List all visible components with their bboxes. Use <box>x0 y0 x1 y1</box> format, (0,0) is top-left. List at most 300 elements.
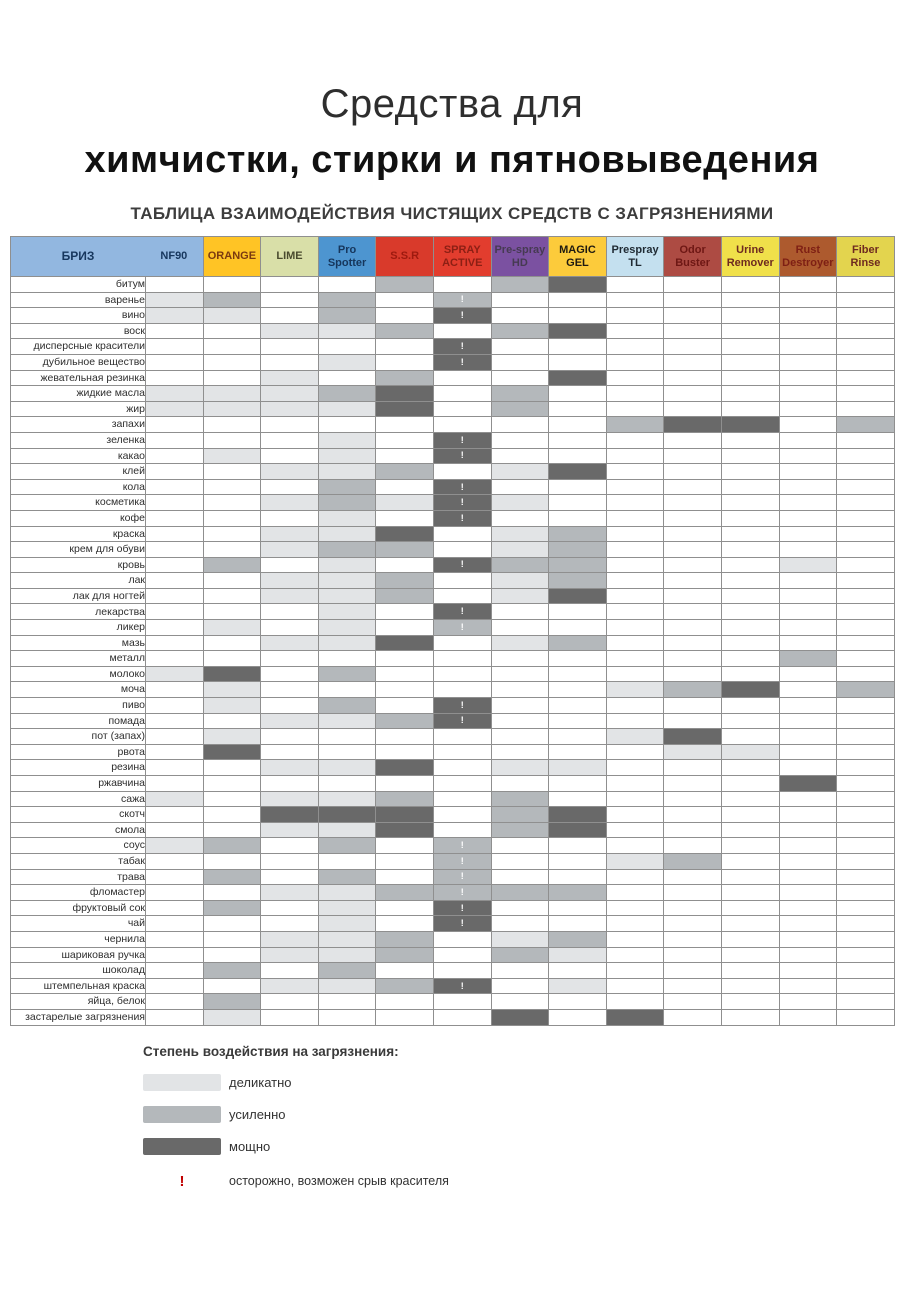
matrix-cell <box>433 994 491 1010</box>
matrix-cell <box>318 651 376 667</box>
matrix-cell <box>606 526 664 542</box>
matrix-cell <box>203 354 261 370</box>
matrix-cell <box>664 432 722 448</box>
matrix-cell <box>606 963 664 979</box>
table-row <box>11 744 895 760</box>
matrix-cell <box>376 885 434 901</box>
matrix-cell <box>433 354 491 370</box>
matrix-cell <box>318 526 376 542</box>
matrix-cell <box>721 838 779 854</box>
matrix-cell <box>606 604 664 620</box>
matrix-cell <box>261 417 319 433</box>
matrix-cell <box>721 401 779 417</box>
matrix-cell <box>549 308 607 324</box>
matrix-cell <box>376 635 434 651</box>
matrix-cell <box>779 729 837 745</box>
row-label: клей <box>11 464 146 480</box>
caution-exclamation-icon: ! <box>460 840 464 851</box>
row-label: ржавчина <box>11 776 146 792</box>
matrix-cell <box>261 963 319 979</box>
matrix-cell <box>549 853 607 869</box>
matrix-cell <box>261 386 319 402</box>
matrix-cell <box>664 822 722 838</box>
matrix-cell <box>664 339 722 355</box>
matrix-cell <box>606 277 664 293</box>
matrix-cell <box>779 900 837 916</box>
matrix-cell <box>146 682 204 698</box>
matrix-cell <box>261 526 319 542</box>
row-label: табак <box>11 853 146 869</box>
matrix-cell <box>491 885 549 901</box>
matrix-cell <box>376 479 434 495</box>
matrix-cell <box>779 292 837 308</box>
matrix-cell <box>203 542 261 558</box>
matrix-cell <box>491 557 549 573</box>
matrix-cell <box>491 963 549 979</box>
matrix-cell <box>549 807 607 823</box>
matrix-cell <box>779 432 837 448</box>
matrix-cell <box>433 604 491 620</box>
matrix-cell <box>837 495 895 511</box>
matrix-cell <box>261 495 319 511</box>
table-row <box>11 947 895 963</box>
matrix-cell <box>203 510 261 526</box>
matrix-cell <box>261 573 319 589</box>
column-header-7: MAGIC GEL <box>549 237 607 277</box>
matrix-cell <box>606 744 664 760</box>
matrix-cell <box>203 635 261 651</box>
column-header-brand <box>11 237 204 277</box>
matrix-cell <box>318 682 376 698</box>
matrix-cell <box>146 386 204 402</box>
caution-exclamation-icon: ! <box>460 855 464 866</box>
matrix-cell <box>376 464 434 480</box>
matrix-cell <box>837 978 895 994</box>
matrix-cell <box>376 900 434 916</box>
matrix-cell <box>491 916 549 932</box>
matrix-cell <box>549 542 607 558</box>
matrix-cell <box>318 620 376 636</box>
table-row <box>11 448 895 464</box>
matrix-cell <box>837 308 895 324</box>
matrix-cell <box>606 869 664 885</box>
matrix-cell <box>837 588 895 604</box>
matrix-cell <box>146 323 204 339</box>
row-label: пиво <box>11 698 146 714</box>
matrix-cell <box>203 838 261 854</box>
matrix-cell <box>318 978 376 994</box>
matrix-cell <box>837 729 895 745</box>
matrix-cell <box>491 807 549 823</box>
row-label: мазь <box>11 635 146 651</box>
matrix-cell <box>664 323 722 339</box>
matrix-cell <box>433 713 491 729</box>
caution-exclamation-icon: ! <box>460 356 464 367</box>
matrix-cell <box>606 339 664 355</box>
row-label: штемпельная краска <box>11 978 146 994</box>
matrix-cell <box>376 277 434 293</box>
matrix-cell <box>837 869 895 885</box>
matrix-header <box>11 237 895 277</box>
matrix-cell <box>606 651 664 667</box>
matrix-cell <box>721 495 779 511</box>
matrix-cell <box>491 401 549 417</box>
interaction-matrix <box>10 236 895 1026</box>
matrix-cell <box>491 339 549 355</box>
matrix-cell <box>146 947 204 963</box>
legend-label-enhanced: усиленно <box>229 1106 286 1122</box>
matrix-cell <box>261 947 319 963</box>
matrix-cell <box>376 869 434 885</box>
matrix-cell <box>261 292 319 308</box>
matrix-cell <box>318 666 376 682</box>
legend-item-enhanced <box>143 1106 904 1123</box>
matrix-cell <box>549 432 607 448</box>
matrix-cell <box>146 308 204 324</box>
matrix-cell <box>376 417 434 433</box>
legend-swatch-light <box>143 1074 221 1091</box>
matrix-cell <box>318 277 376 293</box>
matrix-cell <box>318 1009 376 1025</box>
matrix-cell <box>261 1009 319 1025</box>
table-row <box>11 604 895 620</box>
matrix-cell <box>664 713 722 729</box>
matrix-cell <box>433 978 491 994</box>
column-header-3: Pro Spotter <box>318 237 376 277</box>
matrix-cell <box>779 822 837 838</box>
matrix-cell <box>721 479 779 495</box>
matrix-cell <box>203 698 261 714</box>
matrix-cell <box>146 510 204 526</box>
row-label: краска <box>11 526 146 542</box>
matrix-cell <box>261 978 319 994</box>
matrix-cell <box>376 651 434 667</box>
matrix-cell <box>721 573 779 589</box>
matrix-cell <box>146 354 204 370</box>
matrix-cell <box>146 869 204 885</box>
matrix-cell <box>318 822 376 838</box>
matrix-cell <box>146 978 204 994</box>
matrix-cell <box>318 963 376 979</box>
matrix-cell <box>491 542 549 558</box>
matrix-cell <box>261 448 319 464</box>
matrix-cell <box>261 479 319 495</box>
matrix-cell <box>376 308 434 324</box>
matrix-cell <box>491 822 549 838</box>
matrix-cell <box>261 339 319 355</box>
matrix-cell <box>721 339 779 355</box>
matrix-cell <box>203 292 261 308</box>
matrix-cell <box>606 588 664 604</box>
matrix-cell <box>146 635 204 651</box>
matrix-cell <box>433 869 491 885</box>
matrix-cell <box>664 588 722 604</box>
matrix-cell <box>779 666 837 682</box>
row-label: дисперсные красители <box>11 339 146 355</box>
matrix-cell <box>491 604 549 620</box>
matrix-cell <box>318 744 376 760</box>
matrix-cell <box>491 853 549 869</box>
matrix-cell <box>779 931 837 947</box>
matrix-cell <box>779 994 837 1010</box>
caution-exclamation-icon: ! <box>460 621 464 632</box>
matrix-cell <box>433 526 491 542</box>
caution-exclamation-icon: ! <box>460 918 464 929</box>
matrix-cell <box>318 635 376 651</box>
matrix-cell <box>261 604 319 620</box>
matrix-cell <box>664 978 722 994</box>
matrix-cell <box>203 916 261 932</box>
matrix-cell <box>779 479 837 495</box>
matrix-cell <box>376 853 434 869</box>
matrix-cell <box>837 1009 895 1025</box>
matrix-cell <box>146 292 204 308</box>
table-row <box>11 698 895 714</box>
matrix-cell <box>433 760 491 776</box>
matrix-cell <box>376 698 434 714</box>
caution-exclamation-icon: ! <box>460 980 464 991</box>
matrix-cell <box>376 744 434 760</box>
matrix-cell <box>203 308 261 324</box>
matrix-cell <box>491 308 549 324</box>
legend-label-powerful: мощно <box>229 1138 271 1154</box>
matrix-cell <box>376 947 434 963</box>
matrix-cell <box>376 916 434 932</box>
matrix-cell <box>376 526 434 542</box>
table-row <box>11 776 895 792</box>
matrix-cell <box>606 698 664 714</box>
matrix-cell <box>203 947 261 963</box>
matrix-cell <box>664 464 722 480</box>
matrix-cell <box>549 620 607 636</box>
matrix-cell <box>146 401 204 417</box>
matrix-cell <box>837 807 895 823</box>
matrix-cell <box>146 666 204 682</box>
matrix-cell <box>721 557 779 573</box>
row-label: застарелые загрязнения <box>11 1009 146 1025</box>
table-row <box>11 495 895 511</box>
matrix-cell <box>606 853 664 869</box>
table-row <box>11 401 895 417</box>
matrix-cell <box>549 713 607 729</box>
row-label: смола <box>11 822 146 838</box>
matrix-cell <box>261 588 319 604</box>
matrix-cell <box>433 666 491 682</box>
matrix-cell <box>433 510 491 526</box>
matrix-cell <box>664 791 722 807</box>
matrix-cell <box>376 994 434 1010</box>
matrix-cell <box>433 963 491 979</box>
matrix-cell <box>491 635 549 651</box>
matrix-cell <box>376 838 434 854</box>
matrix-cell <box>203 978 261 994</box>
matrix-cell <box>146 339 204 355</box>
matrix-cell <box>491 869 549 885</box>
matrix-cell <box>779 604 837 620</box>
matrix-cell <box>318 807 376 823</box>
matrix-cell <box>376 401 434 417</box>
matrix-cell <box>203 417 261 433</box>
matrix-cell <box>549 479 607 495</box>
matrix-cell <box>318 994 376 1010</box>
row-label: металл <box>11 651 146 667</box>
matrix-cell <box>837 292 895 308</box>
matrix-cell <box>664 354 722 370</box>
matrix-cell <box>203 729 261 745</box>
matrix-cell <box>146 807 204 823</box>
caution-exclamation-icon: ! <box>460 715 464 726</box>
matrix-cell <box>837 370 895 386</box>
matrix-cell <box>203 1009 261 1025</box>
matrix-cell <box>318 947 376 963</box>
row-label: рвота <box>11 744 146 760</box>
matrix-cell <box>318 713 376 729</box>
matrix-cell <box>491 354 549 370</box>
matrix-cell <box>721 651 779 667</box>
matrix-cell <box>664 386 722 402</box>
matrix-cell <box>318 479 376 495</box>
table-row <box>11 666 895 682</box>
matrix-cell <box>549 963 607 979</box>
table-row <box>11 370 895 386</box>
matrix-cell <box>491 713 549 729</box>
row-label: скотч <box>11 807 146 823</box>
matrix-cell <box>664 1009 722 1025</box>
column-header-8: Prespray TL <box>606 237 664 277</box>
matrix-cell <box>433 370 491 386</box>
matrix-cell <box>146 604 204 620</box>
matrix-cell <box>779 885 837 901</box>
matrix-cell <box>779 635 837 651</box>
caution-exclamation-icon: ! <box>460 512 464 523</box>
caution-exclamation-icon: ! <box>460 450 464 461</box>
matrix-cell <box>779 807 837 823</box>
matrix-cell <box>721 323 779 339</box>
row-label: ликер <box>11 620 146 636</box>
matrix-cell <box>837 916 895 932</box>
table-row <box>11 308 895 324</box>
matrix-cell <box>376 292 434 308</box>
matrix-cell <box>491 947 549 963</box>
legend-swatch-dark <box>143 1138 221 1155</box>
matrix-cell <box>837 963 895 979</box>
matrix-cell <box>549 744 607 760</box>
matrix-cell <box>203 588 261 604</box>
matrix-cell <box>606 354 664 370</box>
row-label: запахи <box>11 417 146 433</box>
matrix-cell <box>433 776 491 792</box>
matrix-cell <box>433 277 491 293</box>
matrix-cell <box>779 323 837 339</box>
matrix-cell <box>549 651 607 667</box>
matrix-cell <box>837 464 895 480</box>
matrix-cell <box>721 277 779 293</box>
table-row <box>11 885 895 901</box>
matrix-cell <box>261 308 319 324</box>
matrix-cell <box>146 277 204 293</box>
matrix-cell <box>146 776 204 792</box>
matrix-cell <box>664 760 722 776</box>
row-label: косметика <box>11 495 146 511</box>
matrix-cell <box>376 557 434 573</box>
matrix-cell <box>433 916 491 932</box>
matrix-cell <box>433 885 491 901</box>
matrix-cell <box>376 604 434 620</box>
matrix-cell <box>549 526 607 542</box>
table-row <box>11 931 895 947</box>
caution-exclamation-icon: ! <box>460 886 464 897</box>
matrix-cell <box>721 729 779 745</box>
matrix-cell <box>491 588 549 604</box>
matrix-cell <box>146 822 204 838</box>
matrix-cell <box>261 744 319 760</box>
matrix-cell <box>779 760 837 776</box>
matrix-cell <box>203 620 261 636</box>
matrix-cell <box>721 916 779 932</box>
matrix-cell <box>318 604 376 620</box>
matrix-cell <box>664 308 722 324</box>
matrix-cell <box>606 807 664 823</box>
matrix-cell <box>376 386 434 402</box>
matrix-cell <box>433 495 491 511</box>
matrix-cell <box>549 386 607 402</box>
matrix-cell <box>261 542 319 558</box>
table-row <box>11 354 895 370</box>
matrix-cell <box>376 666 434 682</box>
matrix-cell <box>721 900 779 916</box>
matrix-cell <box>146 791 204 807</box>
matrix-cell <box>779 620 837 636</box>
matrix-cell <box>606 729 664 745</box>
matrix-cell <box>318 931 376 947</box>
matrix-cell <box>376 370 434 386</box>
matrix-cell <box>664 853 722 869</box>
matrix-cell <box>606 666 664 682</box>
matrix-cell <box>376 1009 434 1025</box>
matrix-cell <box>376 448 434 464</box>
matrix-cell <box>664 963 722 979</box>
matrix-cell <box>146 931 204 947</box>
matrix-cell <box>606 713 664 729</box>
matrix-cell <box>721 947 779 963</box>
table-row <box>11 542 895 558</box>
row-label: чай <box>11 916 146 932</box>
matrix-cell <box>318 432 376 448</box>
matrix-cell <box>203 900 261 916</box>
matrix-cell <box>376 822 434 838</box>
matrix-cell <box>779 448 837 464</box>
matrix-cell <box>376 978 434 994</box>
matrix-cell <box>491 994 549 1010</box>
table-row <box>11 1009 895 1025</box>
matrix-cell <box>779 978 837 994</box>
matrix-cell <box>433 698 491 714</box>
matrix-cell <box>837 557 895 573</box>
matrix-cell <box>721 822 779 838</box>
matrix-cell <box>664 604 722 620</box>
matrix-cell <box>261 464 319 480</box>
row-label: фруктовый сок <box>11 900 146 916</box>
matrix-cell <box>261 869 319 885</box>
caution-exclamation-icon: ! <box>460 699 464 710</box>
matrix-cell <box>606 822 664 838</box>
matrix-cell <box>491 978 549 994</box>
caution-exclamation-icon: ! <box>460 559 464 570</box>
matrix-cell <box>261 729 319 745</box>
matrix-cell <box>837 323 895 339</box>
matrix-cell <box>491 620 549 636</box>
row-label: кофе <box>11 510 146 526</box>
